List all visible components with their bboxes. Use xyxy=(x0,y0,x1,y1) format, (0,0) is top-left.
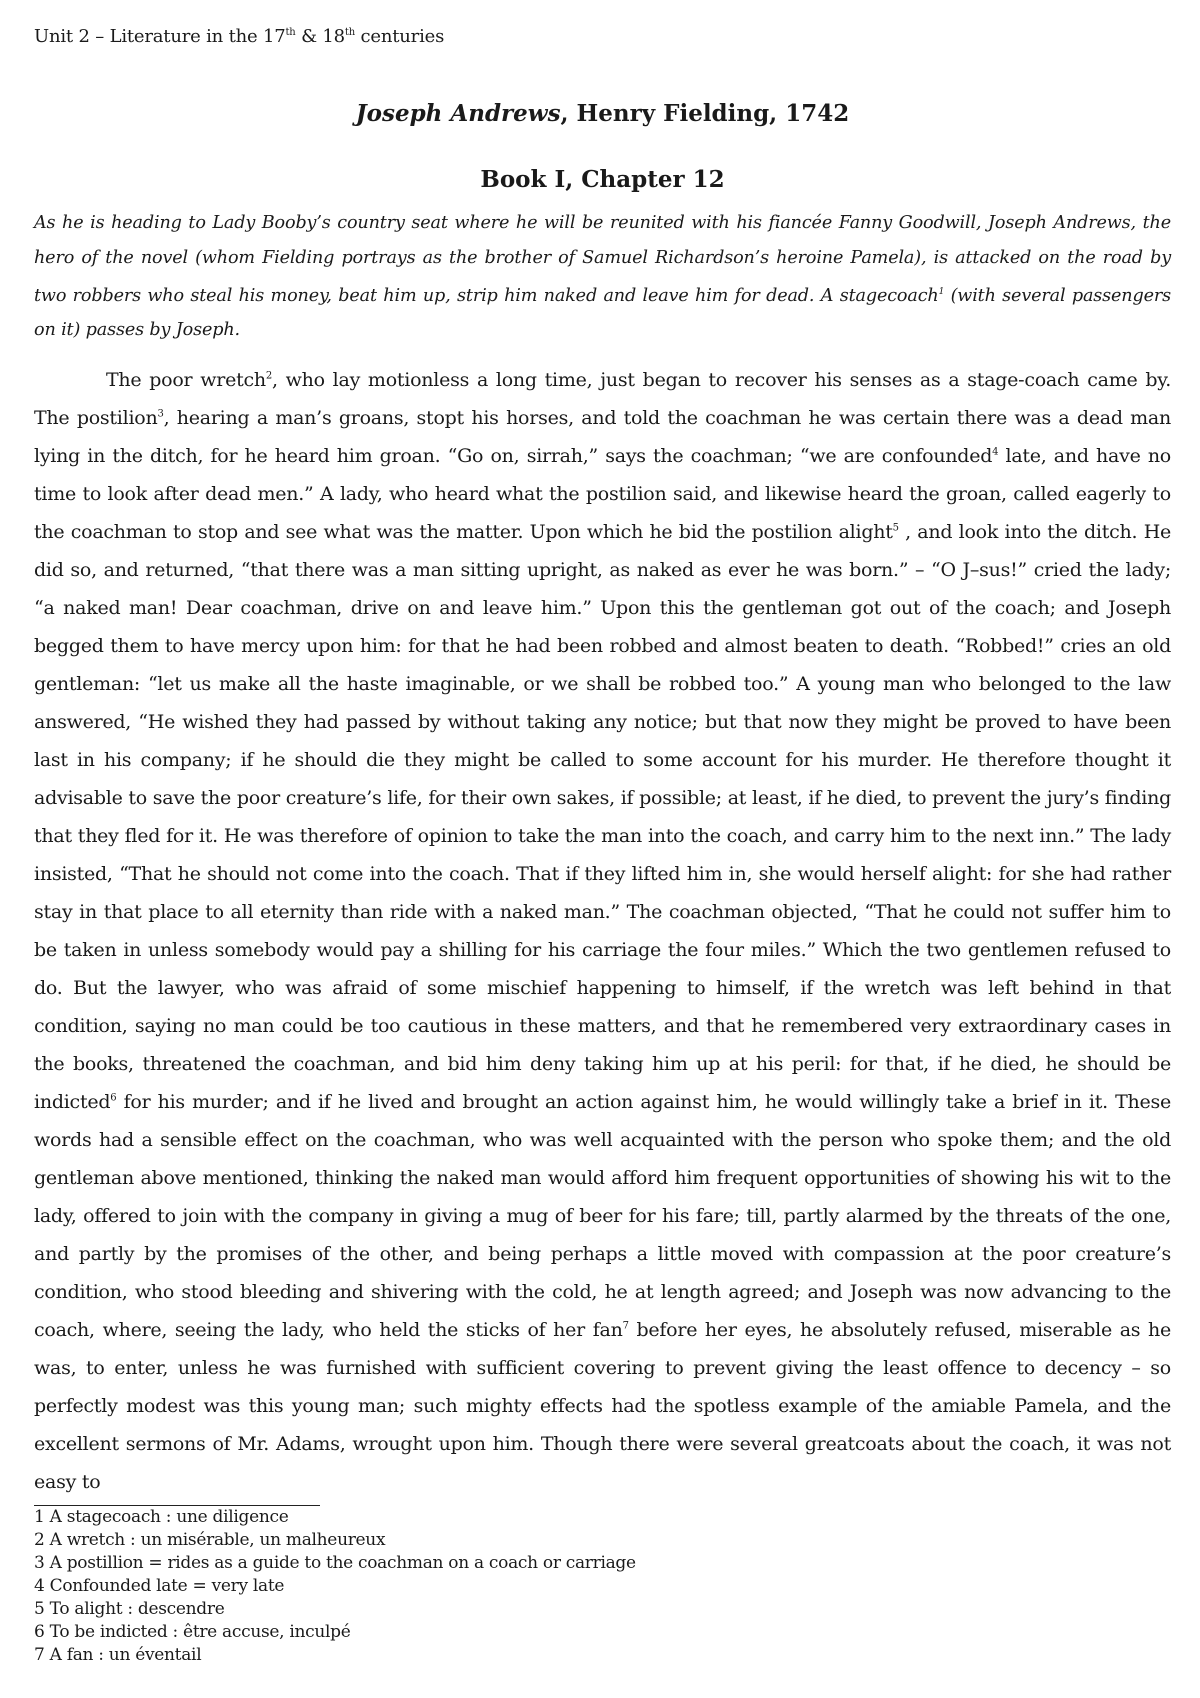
footnote-ref: 3 xyxy=(157,408,164,420)
running-header-text: centuries xyxy=(354,26,445,47)
title-author-date: , Henry Fielding, 1742 xyxy=(560,100,850,127)
footnote-ref: 2 xyxy=(265,370,272,382)
footnote-4: 4 Confounded late = very late xyxy=(34,1576,285,1596)
footnotes xyxy=(34,1506,636,1667)
body-text-run: for his murder; and if he lived and brought an action against him, he would willingly take a brief in it. These words had a sensible effect on the coachman, who was well acquainted with the person who spoke them; and the old gentleman above mentioned, thinking the naked man would afford him frequent opportunities of showing his wit to the lady, offered to join with the company in giving a mug of beer for his fare; till, partly alarmed by the threats of the one, and partly by the promises of the other, and being perhaps a little moved with compassion at the poor creature’s condition, who stood bleeding and shivering with the cold, he at length agreed; and Joseph was now advancing to the coach, where, seeing the lady, who held the sticks of her fan xyxy=(34,1091,1171,1341)
running-header xyxy=(34,26,444,47)
footnote-6: 6 To be indicted : être accuse, inculpé xyxy=(34,1622,351,1642)
running-header-superscript: th xyxy=(285,27,296,38)
work-title: Joseph Andrews xyxy=(355,100,561,127)
footnote-2: 2 A wretch : un misérable, un malheureux xyxy=(34,1530,386,1550)
body-text-run: late, and have no time to look after dead men.” A lady, who heard what the postilion said, and likewise heard the groan, called eagerly to the coachman to stop and see what was the matter. Upon which he bid the postilion alight xyxy=(34,445,1171,543)
body-text-run: The poor wretch xyxy=(106,369,266,391)
footnote-1: 1 A stagecoach : une diligence xyxy=(34,1507,289,1527)
body-text-run: , who lay motionless a long time, just began to recover his senses as a stage-coach came by. The postilion xyxy=(34,369,1171,429)
footnote-ref: 7 xyxy=(622,1320,629,1332)
footnote-3: 3 A postillion = rides as a guide to the coachman on a coach or carriage xyxy=(34,1553,636,1573)
chapter-heading: Book I, Chapter 12 xyxy=(480,166,725,193)
running-header-superscript: th xyxy=(344,27,355,38)
running-header-text: & 18 xyxy=(295,26,345,47)
main-text xyxy=(34,361,1171,1501)
footnote-ref: 6 xyxy=(110,1092,117,1104)
footnote-5: 5 To alight : descendre xyxy=(34,1599,225,1619)
body-text-run: , hearing a man’s groans, stopt his horses, and told the coachman he was certain there was a dead man lying in the ditch, for he heard him groan. “Go on, sirrah,” says the coachman; “we are confounded xyxy=(34,407,1171,467)
document-title xyxy=(34,100,1171,127)
running-header-text: Unit 2 – Literature in the 17 xyxy=(34,26,286,47)
body-text-run: before her eyes, he absolutely refused, miserable as he was, to enter, unless he was furnished with sufficient covering to prevent giving the least offence to decency – so perfectly modest was this young man; such mighty effects had the spotless example of the amiable Pamela, and the excellent sermons of Mr. Adams, wrought upon him. Though there were several greatcoats about the coach, it was not easy to xyxy=(34,1319,1172,1493)
body-text-run: , and look into the ditch. He did so, and returned, “that there was a man sitting upright, as naked as ever he was born.” – “O J–sus!” cried the lady; “a naked man! Dear coachman, drive on and leave him.” Upon this the gentleman got out of the coach; and Joseph begged them to have mercy upon him: for that he had been robbed and almost beaten to death. “Robbed!” cries an old gentleman: “let us make all the haste imaginable, or we shall be robbed too.” A young man who belonged to the law answered, “He wished they had passed by without taking any notice; but that now they might be proved to have been last in his company; if he should die they might be called to some account for his murder. He therefore thought it advisable to save the poor creature’s life, for their own sakes, if possible; at least, if he died, to prevent the jury’s finding that they fled for it. He was therefore of opinion to take the man into the coach, and carry him to the next inn.” The lady insisted, “That he should not come into the coach. That if they lifted him in, she would herself alight: for she had rather stay in that place to all eternity than ride with a naked man.” The coachman objected, “That he could not suffer him to be taken in unless somebody would pay a shilling for his carriage the four miles.” Which the two gentlemen refused to do. But the lawyer, who was afraid of some mischief happening to himself, if the wretch was left behind in that condition, saying no man could be too cautious in these matters, and that he remembered very extraordinary cases in the books, threatened the coachman, and bid him deny taking him up at his peril: for that, if he died, he should be indicted xyxy=(34,521,1172,1113)
intro-text: (with several passengers on it) passes by Joseph. xyxy=(34,285,1172,341)
footnote-ref: 1 xyxy=(938,287,945,297)
intro-text: As he is heading to Lady Booby’s country seat where he will be reunited with his fiancée Fanny Goodwill, Joseph Andrews, the hero of the novel (whom Fielding portrays as the brother of Samuel Richardson’s heroine Pamela), is attacked on the road by two robbers who steal his money, beat him up, strip him naked and leave him for dead. A stagecoach xyxy=(34,213,1171,306)
footnote-ref: 5 xyxy=(892,522,899,534)
footnote-ref: 4 xyxy=(992,446,999,458)
footnote-7: 7 A fan : un éventail xyxy=(34,1645,202,1665)
body-paragraph xyxy=(34,361,1171,1501)
intro-paragraph xyxy=(34,206,1171,348)
